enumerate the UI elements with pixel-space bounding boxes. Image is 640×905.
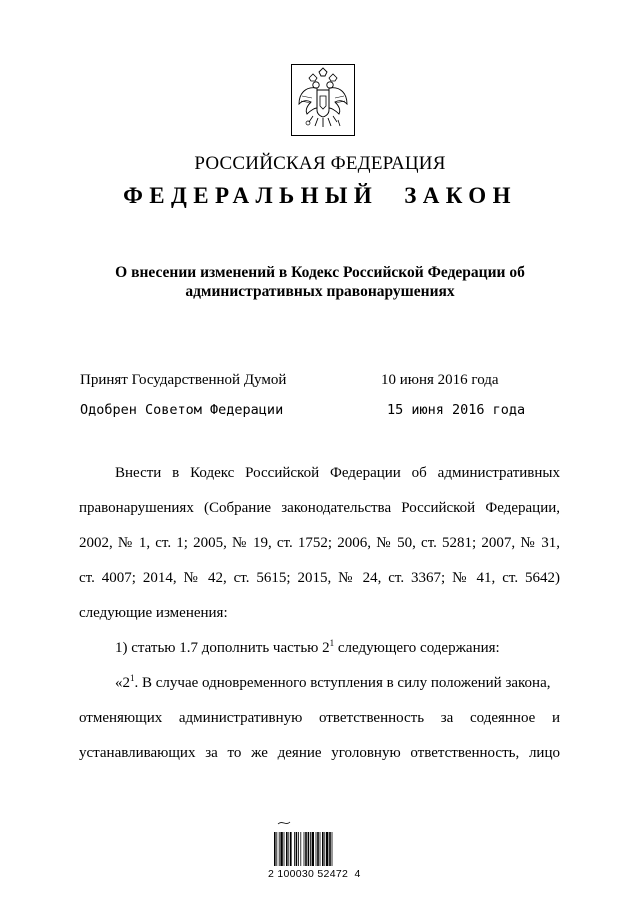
law-type-heading [0,183,640,209]
law-type-word-1: ФЕДЕРАЛЬНЫЙ [123,183,379,208]
body-line-4: ст. 4007; 2014, № 42, ст. 5615; 2015, № 24, ст. 3367; № 41, ст. 5642) [79,570,560,586]
duma-label: Принят Государственной Думой [80,372,287,388]
country-heading: РОССИЙСКАЯ ФЕДЕРАЦИЯ [194,153,446,174]
duma-date: 10 июня 2016 года [381,372,499,388]
body-line-3: 2002, № 1, ст. 1; 2005, № 19, ст. 1752; 2006, № 50, ст. 5281; 2007, № 31, [79,535,560,551]
council-label: Одобрен Советом Федерации [80,402,284,418]
quote-superscript: 1 [130,673,135,683]
quote-line-2: отменяющих административную ответственность за содеянное и [79,710,560,726]
law-title-line-1: О внесении изменений в Кодекс Российской Федерации об [115,264,525,281]
coat-of-arms-icon [291,64,355,136]
quote-line-1 [79,666,560,701]
law-body [79,456,560,771]
item-1-prefix: 1) статью 1.7 дополнить частью 2 [115,640,330,656]
law-title-line-2: административных правонарушениях [185,283,455,300]
council-date: 15 июня 2016 года [387,402,526,418]
law-type-word-2: ЗАКОН [404,183,517,208]
quote-prefix: «2 [115,675,130,691]
item-1-superscript: 1 [329,638,335,648]
barcode-number: 2 100030 52472 4 [268,868,361,880]
quote-line-3: устанавливающих за то же деяние уголовную ответственность, лицо [79,745,560,761]
quote-line-1-rest: . В случае одновременного вступления в силу положений закона, [134,675,551,691]
body-line-5: следующие изменения: [79,605,228,621]
amendment-item-1 [79,631,560,666]
item-1-suffix: следующего содержания: [334,640,500,656]
law-title [100,263,540,301]
body-line-1: Внести в Кодекс Российской Федерации об административных [115,465,560,481]
body-line-2: правонарушениях (Собрание законодательства Российской Федерации, [79,500,560,516]
